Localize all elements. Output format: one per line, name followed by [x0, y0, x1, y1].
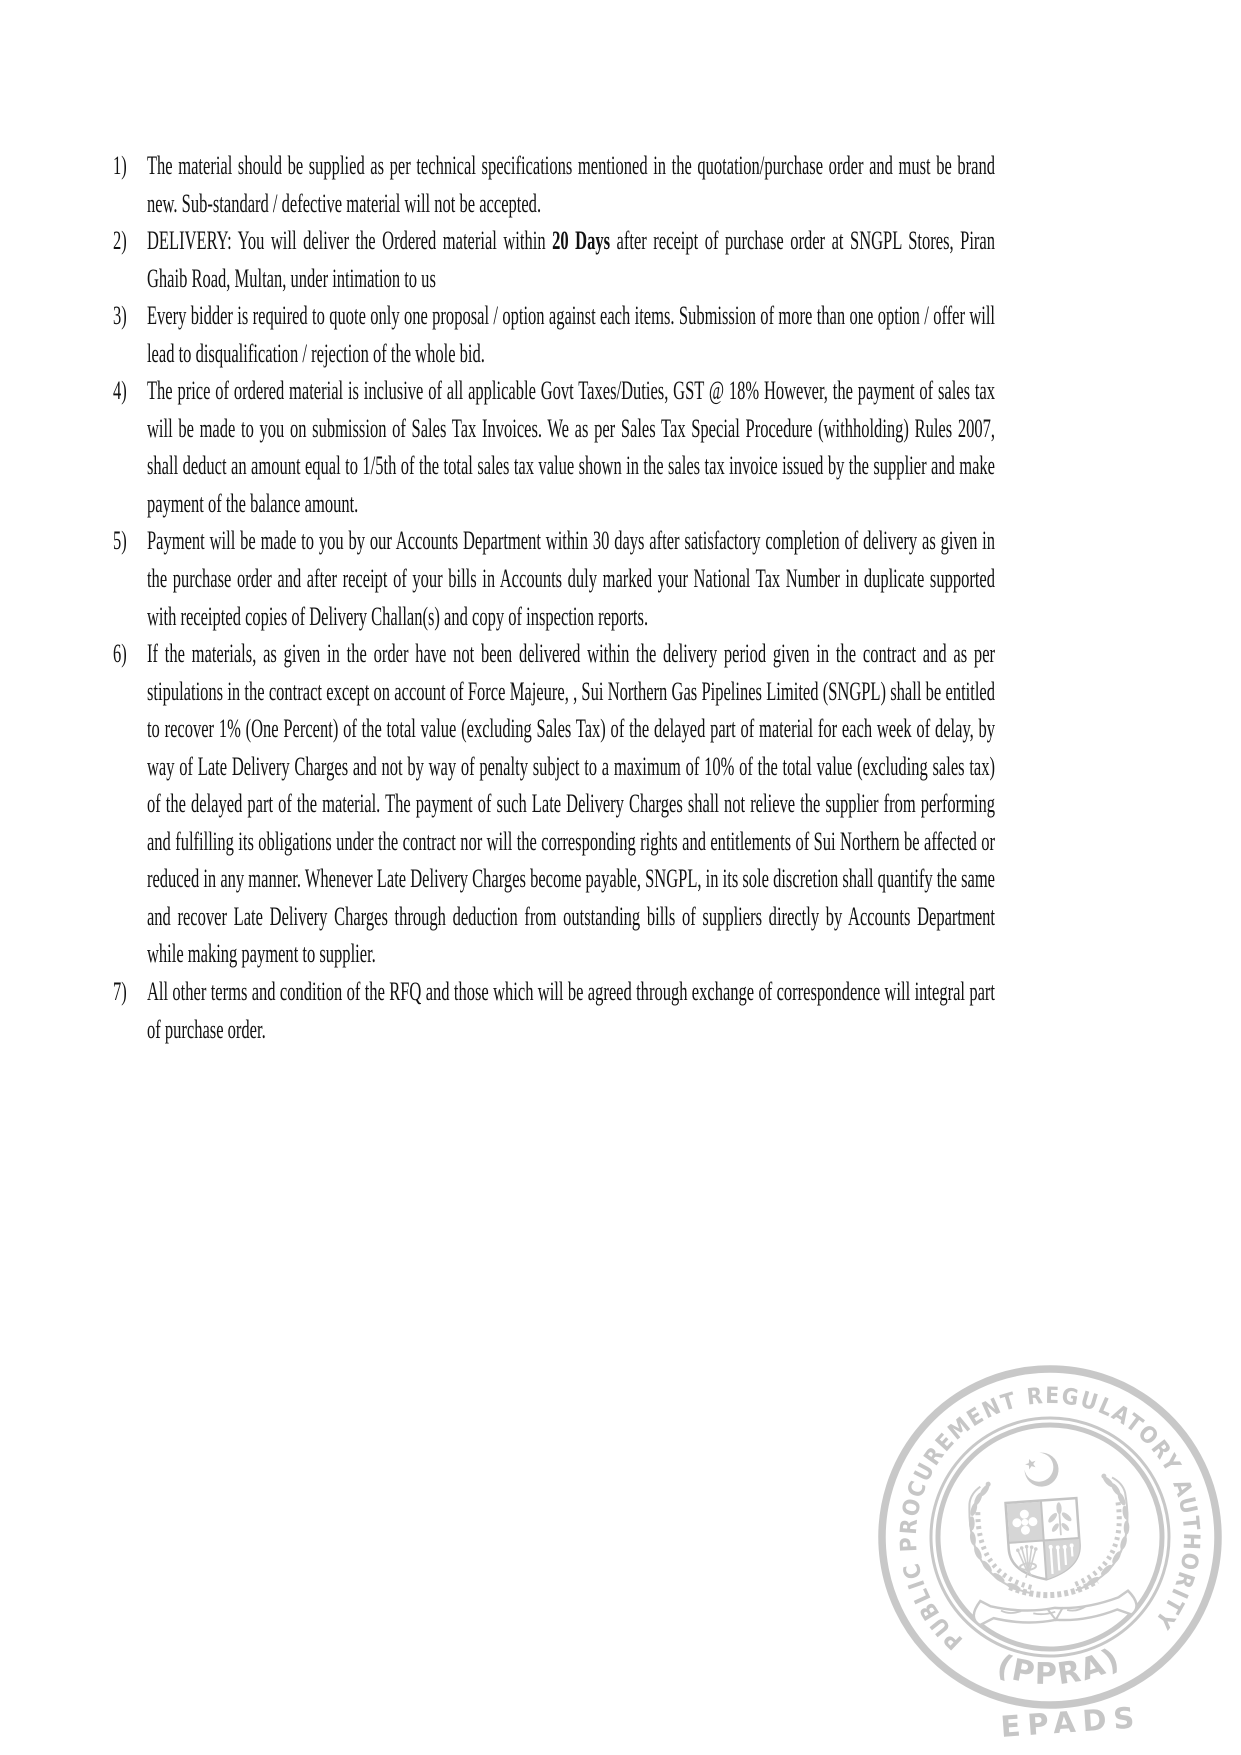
terms-and-conditions	[113, 147, 995, 1048]
jute-motif	[1051, 1544, 1074, 1574]
term-number: 3)	[113, 301, 127, 331]
seal-inner-ring-outer	[923, 1410, 1177, 1664]
epads-label: EPADS	[999, 1700, 1143, 1744]
wheat-motif	[1018, 1546, 1038, 1578]
term-text: All other terms and condition of the RFQ and those which will be agreed through exchange of correspondence will integral part of purchase order.	[146, 977, 996, 1044]
term-item	[113, 522, 995, 635]
seal-ppra-label: (PPRA)	[992, 1640, 1127, 1693]
seal-ring-text: PUBLIC PROCUREMENT REGULATORY AUTHORITY	[895, 1382, 1205, 1655]
tea-motif	[1046, 1501, 1074, 1536]
term-item	[113, 372, 995, 522]
term-text: If the materials, as given in the order have not been delivered within the delivery period given in the contract and as per stipulations in the contract except on account of Force Majeure, , Sui Northern Gas Pipelines Limited (SNGPL) shall be entitled to recover 1% (One Percent) of the total value (excluding Sales Tax) of the delayed part of material for each week of delay, by way of Late Delivery Charges and not by way of penalty subject to a maximum of 10% of the total value (excluding sales tax) of the delayed part of the material. The payment of such Late Delivery Charges shall not relieve the supplier from performing and fulfilling its obligations under the contract nor will the corresponding rights and entitlements of Sui Northern be affected or reduced in any manner. Whenever Late Delivery Charges become payable, SNGPL, in its sole discretion shall quantify the same and recover Late Delivery Charges through deduction from outstanding bills of suppliers directly by Accounts Department while making payment to supplier.	[146, 639, 996, 969]
term-text: Payment will be made to you by our Accounts Department within 30 days after satisfactory completion of delivery as given in the purchase order and after receipt of your bills in Accounts duly marked your National Tax Number in duplicate supported with receipted copies of Delivery Challan(s) and copy of inspection reports.	[146, 526, 996, 631]
seal-inner-ring-inner	[930, 1417, 1169, 1656]
seal-outer-ring	[871, 1358, 1230, 1717]
banner-ribbon	[973, 1590, 1137, 1626]
crescent-icon	[1023, 1451, 1059, 1487]
pakistan-emblem	[963, 1447, 1137, 1627]
term-text: The price of ordered material is inclusive of all applicable Govt Taxes/Duties, GST @ 18% However, the payment of sales tax will be made to you on submission of Sales Tax Invoices. We as per Sales Tax Special Procedure (withholding) Rules 2007, shall deduct an amount equal to 1/5th of the total sales tax value shown in the sales tax invoice issued by the supplier and make payment of the balance amount.	[146, 376, 996, 518]
term-item	[113, 973, 995, 1048]
term-number: 7)	[113, 977, 127, 1007]
term-number: 4)	[113, 376, 127, 406]
term-text: DELIVERY: You will deliver the Ordered material within 20 Days after receipt of purchase order at SNGPL Stores, Piran Ghaib Road, Multan, under intimation to us	[146, 226, 996, 293]
term-text: Every bidder is required to quote only one proposal / option against each items. Submission of more than one option / offer will lead to disqualification / rejection of the whole bid.	[146, 301, 996, 368]
term-number: 2)	[113, 226, 127, 256]
ppra-watermark-seal	[852, 1348, 1241, 1755]
wreath-base-spray	[1009, 1581, 1098, 1598]
star-icon	[1024, 1457, 1038, 1470]
term-number: 1)	[113, 151, 127, 180]
term-item	[113, 297, 995, 372]
term-number: 6)	[113, 639, 127, 669]
term-item	[113, 222, 995, 297]
cotton-motif	[1012, 1509, 1039, 1536]
wreath-icon	[966, 1479, 1032, 1597]
term-item	[113, 635, 995, 973]
terms-list	[113, 147, 995, 1048]
term-item	[113, 147, 995, 222]
emblem-shield	[1006, 1498, 1082, 1582]
term-number: 5)	[113, 526, 127, 556]
term-text: The material should be supplied as per technical specifications mentioned in the quotation/purchase order and must be brand new. Sub-standard / defective material will not be accepted.	[146, 151, 996, 218]
